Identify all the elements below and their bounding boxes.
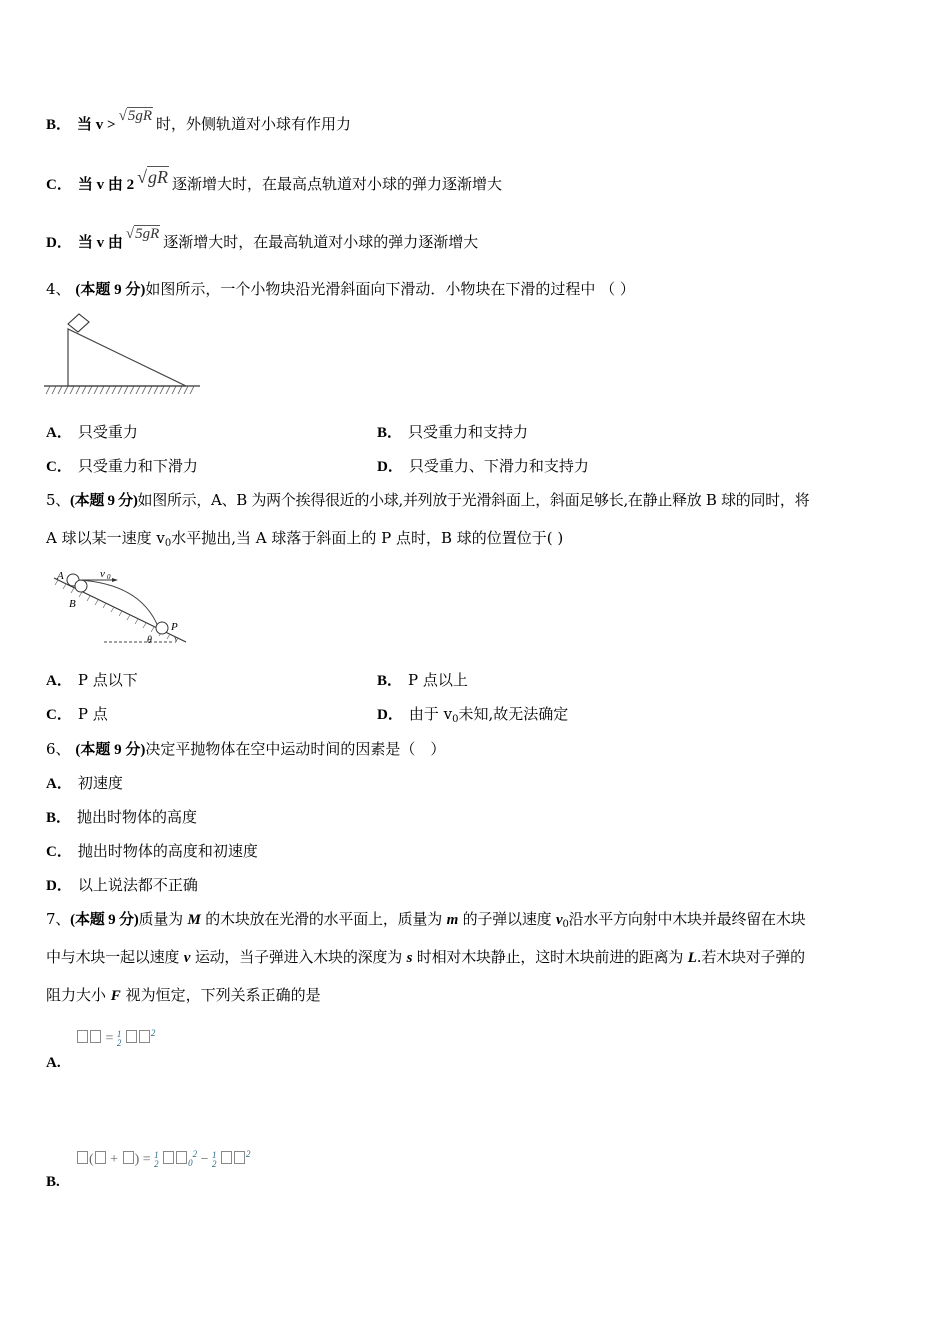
figure-label-p: P: [171, 621, 178, 633]
question-text: A 球以某一速度 v: [46, 529, 165, 547]
q4-option-d: [377, 456, 589, 477]
question-text: 视为恒定，下列关系正确的是: [120, 986, 321, 1004]
question-text: 如图所示，一个小物块沿光滑斜面向下滑动．小物块在下滑的过程中 （ ）: [145, 280, 635, 298]
question-text: 沿水平方向射中木块并最终留在木块: [568, 910, 806, 928]
option-text: 时，外侧轨道对小球有作用力: [155, 115, 351, 133]
figure-label-v0: v: [100, 568, 105, 580]
question-text: 中与木块一起以速度: [46, 948, 184, 966]
question-text: 时相对木块静止，这时木块前进的距离为: [412, 948, 688, 966]
q7-stem-line1: [46, 909, 805, 935]
question-text: 的木块放在光滑的水平面上，质量为: [200, 910, 447, 928]
q7-option-b-formula: ( + ) = 1 2 $_0^2$ − 1 2 $^2$: [76, 1149, 251, 1169]
option-text: 逐渐增大时，在最高点轨道对小球的弹力逐渐增大: [172, 175, 503, 193]
option-text: P 点以上: [408, 671, 468, 689]
sqrt-formula: √5gR: [125, 226, 160, 242]
variable-v: v: [183, 950, 191, 966]
figure-label-a: A: [57, 570, 64, 582]
option-label: A．: [46, 425, 72, 441]
subscript: 0: [562, 919, 569, 930]
question-text: 运动，当子弹进入木块的深度为: [190, 948, 407, 966]
option-text: 只受重力、下滑力和支持力: [408, 457, 589, 475]
variable-L: L: [687, 950, 697, 966]
question-number: 7、: [46, 910, 71, 928]
q5-option-a: [46, 670, 138, 691]
option-label: A．: [46, 776, 72, 792]
q7-option-a: [46, 1052, 67, 1073]
option-text: 逐渐增大时，在最高轨道对小球的弹力逐渐增大: [163, 233, 479, 251]
option-label: C．: [46, 707, 72, 723]
option-label: C．: [46, 844, 72, 860]
question-number: 4、: [46, 280, 71, 298]
question-score: (本题 9 分): [70, 912, 139, 928]
figure-label-theta: θ: [147, 635, 152, 646]
question-text: 决定平抛物体在空中运动时间的因素是（ ）: [145, 740, 446, 758]
variable-s: s: [406, 950, 413, 966]
option-label: B.: [46, 1174, 60, 1190]
question-score: (本题 9 分): [75, 742, 146, 758]
math-expression: 5gR: [135, 226, 160, 242]
subscript: 0: [452, 714, 459, 725]
question-number: 5、: [46, 491, 70, 509]
q6-option-d: [46, 875, 198, 896]
option-text: 只受重力和下滑力: [77, 457, 198, 475]
q5-option-d: [377, 704, 568, 730]
option-label: C．: [46, 459, 72, 475]
option-text: 抛出时物体的高度和初速度: [77, 842, 258, 860]
option-label: B．: [377, 673, 403, 689]
math-expression: gR: [148, 167, 168, 187]
option-text: 只受重力和支持力: [408, 423, 529, 441]
q6-option-c: [46, 841, 258, 862]
option-text: P 点以下: [77, 671, 138, 689]
variable-m: m: [446, 912, 459, 928]
option-text: P 点: [77, 705, 108, 723]
option-prefix: 当 v >: [77, 117, 116, 133]
option-text: 初速度: [77, 774, 123, 792]
option-text: 只受重力: [77, 423, 138, 441]
incline-block-figure: [44, 310, 204, 394]
q7-option-b: [46, 1171, 66, 1192]
q5-stem-line1: [46, 490, 809, 511]
option-label: C．: [46, 177, 72, 193]
option-label: A.: [46, 1055, 61, 1071]
figure-label-v0-sub: 0: [107, 573, 111, 581]
question-text: 的子弹以速度: [458, 910, 557, 928]
sqrt-formula: √5gR: [118, 108, 152, 124]
question-text: .若木块对子弹的: [696, 948, 805, 966]
q4-option-c: [46, 456, 198, 477]
q6-option-b: [46, 807, 197, 828]
q5-stem-line2: [46, 528, 563, 554]
projectile-incline-figure: [52, 566, 192, 648]
sqrt-formula: √gR: [137, 167, 168, 187]
question-score: (本题 9 分): [69, 493, 138, 509]
option-label: A．: [46, 673, 72, 689]
q6-option-a: [46, 773, 123, 794]
option-label: D．: [46, 878, 72, 894]
q3-option-c: [46, 167, 503, 195]
variable-v0: v: [556, 912, 563, 928]
question-text: 阻力大小: [46, 986, 111, 1004]
q7-stem-line3: [46, 985, 321, 1006]
option-label: B．: [46, 810, 72, 826]
q5-option-b: [377, 670, 468, 691]
question-score: (本题 9 分): [75, 282, 146, 298]
question-number: 6、: [46, 740, 71, 758]
q7-stem-line2: [46, 947, 805, 968]
option-label: B．: [377, 425, 403, 441]
q3-option-b: [46, 108, 351, 135]
option-label: D．: [46, 235, 72, 251]
variable-F: F: [110, 988, 121, 1004]
option-label: D．: [377, 707, 403, 723]
option-text: 由于 v: [408, 705, 453, 723]
q4-stem: [46, 279, 635, 300]
option-label: D．: [377, 459, 403, 475]
figure-label-b: B: [69, 598, 76, 610]
question-text: 水平抛出,当 A 球落于斜面上的 P 点时，B 球的位置位于( ): [171, 529, 564, 547]
math-expression: 5gR: [127, 108, 152, 124]
option-text: 未知,故无法确定: [458, 705, 569, 723]
q7-option-a-formula: = 1 2 $^2$: [76, 1028, 155, 1048]
variable-M: M: [187, 912, 201, 928]
question-text: 如图所示，A、B 为两个挨得很近的小球,并列放于光滑斜面上，斜面足够长,在静止释放 B 球的同时，将: [137, 491, 810, 509]
option-text: 抛出时物体的高度: [77, 808, 198, 826]
q4-option-a: [46, 422, 138, 443]
question-text: 质量为: [138, 910, 188, 928]
q5-option-c: [46, 704, 108, 725]
option-text: 以上说法都不正确: [77, 876, 198, 894]
q6-stem: [46, 739, 445, 760]
option-prefix: 当 v 由: [77, 235, 123, 251]
q3-option-d: [46, 226, 479, 253]
option-prefix: 当 v 由 2: [77, 177, 135, 193]
subscript: 0: [164, 538, 172, 549]
option-label: B．: [46, 117, 72, 133]
q4-option-b: [377, 422, 528, 443]
